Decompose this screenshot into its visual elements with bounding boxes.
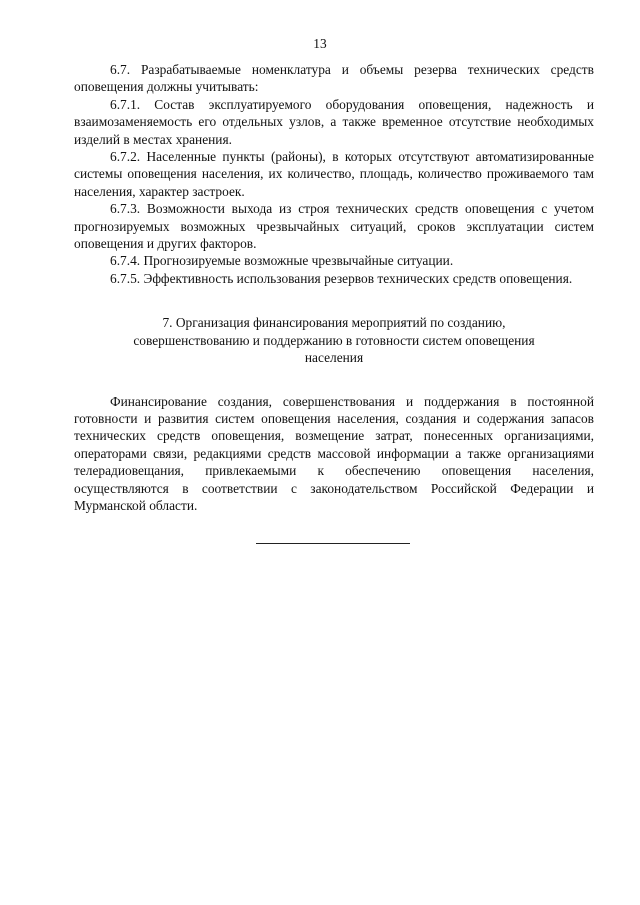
paragraph-6-7-1: 6.7.1. Состав эксплуатируемого оборудования оповещения, надежность и взаимозаменяемость его отдельных узлов, а также временное отсутствие необходимых изделий в местах хранения.: [74, 96, 594, 147]
section-7-heading-line: совершенствованию и поддержанию в готовности систем оповещения: [133, 332, 535, 348]
end-divider: [256, 543, 410, 544]
paragraph-6-7-5: 6.7.5. Эффективность использования резервов технических средств оповещения.: [110, 270, 573, 286]
paragraph-6-7-2: 6.7.2. Населенные пункты (районы), в которых отсутствуют автоматизированные системы оповещения населения, их количество, площадь, количество проживаемого там населения, характер застроек.: [74, 149, 594, 199]
paragraph-6-7-3: 6.7.3. Возможности выхода из строя технических средств оповещения с учетом прогнозируемых возможных чрезвычайных ситуаций, сроков эксплуатации систем оповещения и других факторов.: [74, 201, 594, 252]
paragraph-6-7-4: 6.7.4. Прогнозируемые возможные чрезвычайные ситуации.: [110, 253, 454, 269]
section-7-heading: [94, 314, 574, 366]
document-body: [74, 61, 594, 514]
paragraph-6-7: 6.7. Разрабатываемые номенклатура и объемы резерва технических средств оповещения должны учитывать:: [74, 62, 594, 95]
section-7-paragraph: Финансирование создания, совершенствования и поддержания в постоянной готовности и развития систем оповещения населения, создания и содержания запасов технических средств оповещения, возмещение затрат, понесенных организациями, операторами связи, редакциями средств массовой информации а также организациями телерадиовещания, привлекаемыми к обеспечению оповещения населения, осуществляются в соответствии с законодательством Российской Федерации и Мурманской области.: [74, 393, 594, 513]
page-number: 13: [313, 36, 327, 51]
section-7-heading-line: населения: [304, 350, 364, 366]
section-7-heading-line: 7. Организация финансирования мероприятий по созданию,: [162, 315, 506, 331]
